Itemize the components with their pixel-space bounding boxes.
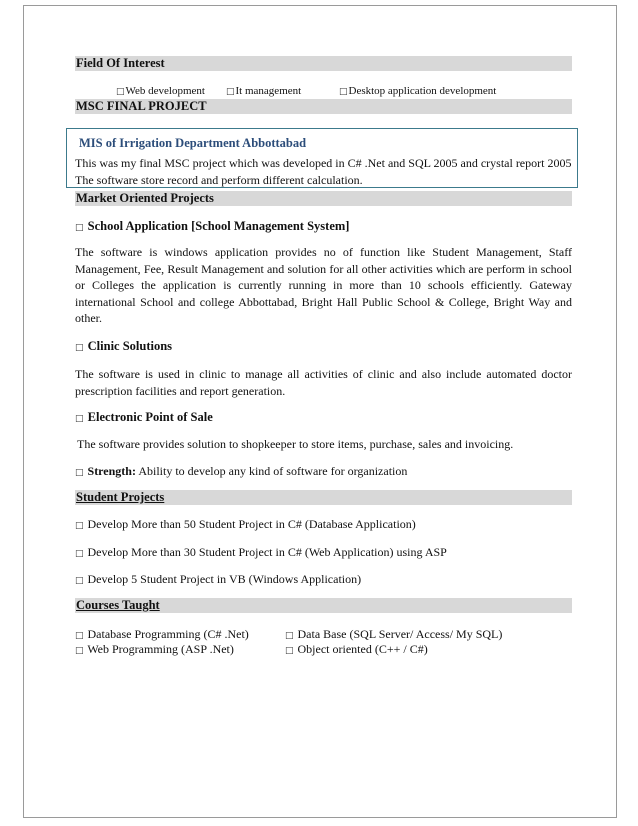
interest-option-label: Web development [125,85,205,97]
course-text: Web Programming (ASP .Net) [87,642,234,656]
bullet-icon: □ [75,343,84,353]
project-school-heading [75,219,349,234]
student-project-text: Develop More than 30 Student Project in C# (Web Application) using ASP [87,545,447,559]
interest-option-web [116,84,205,99]
bullet-icon: □ [285,646,294,656]
bullet-icon: □ [75,576,84,586]
msc-project-title: MIS of Irrigation Department Abbottabad [79,136,307,150]
interest-option-label: It management [235,85,302,97]
strength-label: Strength: [87,464,136,478]
checkbox-icon: □ [226,87,235,97]
bullet-icon: □ [75,631,84,641]
interest-option-it [226,84,301,99]
msc-project-heading: MSC FINAL PROJECT [76,99,207,113]
bullet-icon: □ [75,468,84,478]
checkbox-icon: □ [339,87,348,97]
student-projects-heading: Student Projects [76,490,165,504]
course-text: Database Programming (C# .Net) [87,627,249,641]
interest-option-label: Desktop application development [348,85,497,97]
student-project-item [75,517,416,534]
project-pos-heading [75,410,213,425]
student-project-text: Develop More than 50 Student Project in C# (Database Application) [87,517,416,531]
project-title: School Application [School Management System] [87,219,350,233]
student-project-item [75,545,447,562]
bullet-icon: □ [75,223,84,233]
bullet-icon: □ [75,549,84,559]
courses-heading: Courses Taught [76,598,160,612]
project-clinic-heading [75,339,172,354]
bullet-icon: □ [75,414,84,424]
course-text: Object oriented (C++ / C#) [297,642,428,656]
field-of-interest-heading: Field Of Interest [76,56,165,70]
interest-option-desktop [339,84,496,99]
student-project-text: Develop 5 Student Project in VB (Windows Application) [87,572,362,586]
bullet-icon: □ [285,631,294,641]
course-item [285,642,428,659]
project-pos-description: The software provides solution to shopkeeper to store items, purchase, sales and invoicing. [77,437,514,451]
course-text: Data Base (SQL Server/ Access/ My SQL) [297,627,503,641]
msc-project-description: This was my final MSC project which was developed in C# .Net and SQL 2005 and crystal report 2005 The software store record and perform different calculation. [75,156,572,187]
section-courses-taught [75,598,572,613]
course-item [75,642,234,659]
bullet-icon: □ [75,521,84,531]
strength-line [75,464,407,479]
project-title: Electronic Point of Sale [87,410,213,424]
section-msc-project [75,99,572,114]
strength-text: Ability to develop any kind of software for organization [138,464,408,478]
section-field-of-interest [75,56,572,71]
market-projects-heading: Market Oriented Projects [76,191,214,205]
section-market-projects [75,191,572,206]
project-title: Clinic Solutions [87,339,173,353]
bullet-icon: □ [75,646,84,656]
checkbox-icon: □ [116,87,125,97]
student-project-item [75,572,361,589]
project-school-description: The software is windows application provides no of function like Student Management, Staff Management, Fee, Result Management and solution for all other activities which are perform in school or Colleges the application is currently running in more than 10 schools efficiently. Gateway international School and college Abbottabad, Bright Hall Public School & College, Bright Way and other. [75,245,572,326]
project-clinic-description: The software is used in clinic to manage all activities of clinic and also include automated doctor prescription facilities and report generation. [75,367,572,398]
section-student-projects [75,490,572,505]
